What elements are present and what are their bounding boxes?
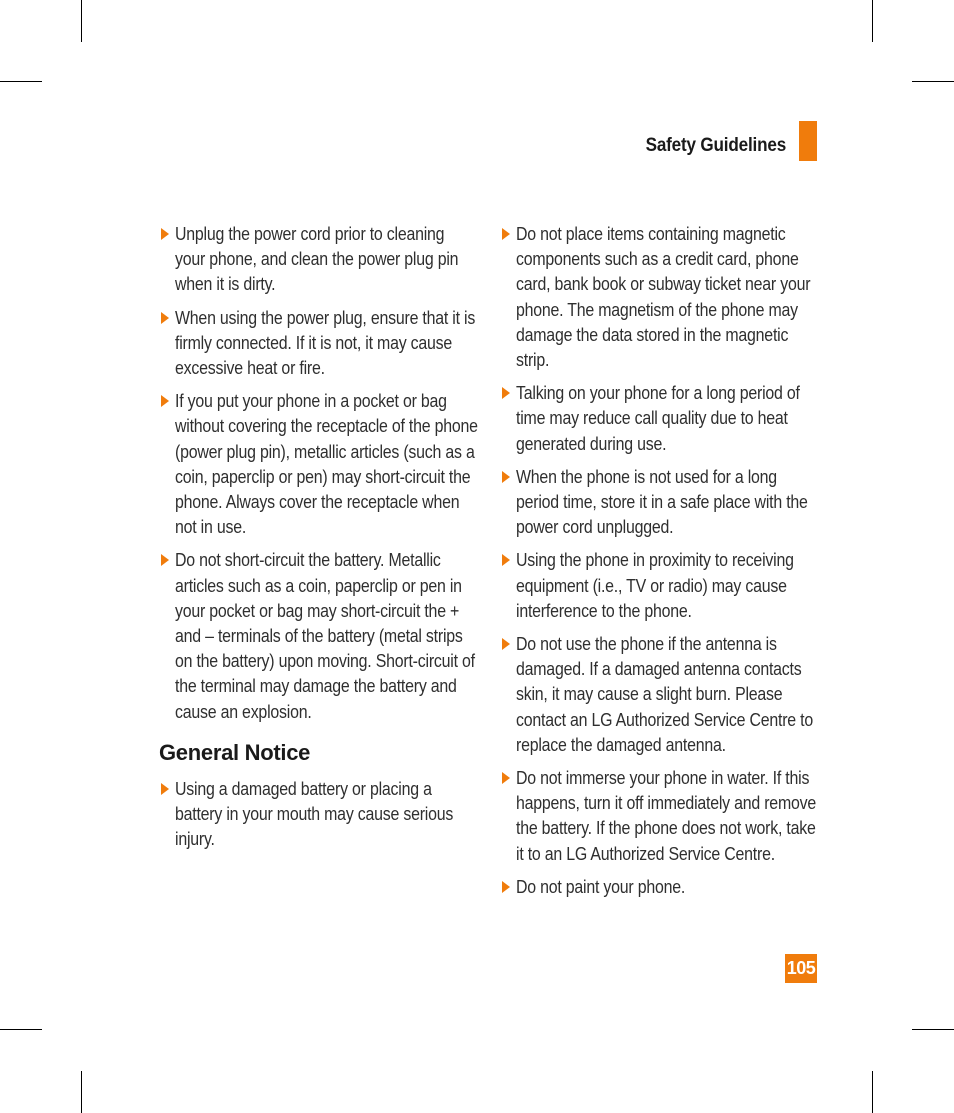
left-column — [159, 221, 479, 859]
bullet-arrow-icon — [502, 772, 510, 784]
crop-mark — [0, 1029, 42, 1030]
bullet-arrow-icon — [502, 881, 510, 893]
list-item: Do not paint your phone. — [500, 874, 824, 899]
page-number: 105 — [785, 954, 817, 983]
list-item: Using the phone in proximity to receiving equipment (i.e., TV or radio) may cause interference to the phone. — [500, 547, 824, 623]
crop-mark — [872, 1071, 873, 1113]
list-item: When using the power plug, ensure that it is firmly connected. If it is not, it may cause excessive heat or fire. — [159, 305, 479, 381]
list-item: Unplug the power cord prior to cleaning your phone, and clean the power plug pin when it is dirty. — [159, 221, 479, 297]
list-item: Do not immerse your phone in water. If this happens, turn it off immediately and remove the battery. If the phone does not work, take it to an LG Authorized Service Centre. — [500, 765, 824, 866]
list-item: Using a damaged battery or placing a battery in your mouth may cause serious injury. — [159, 776, 479, 852]
list-item: Do not place items containing magnetic components such as a credit card, phone card, bank book or subway ticket near your phone. The magnetism of the phone may damage the data stored in the magnetic strip. — [500, 221, 824, 372]
list-item: Do not short-circuit the battery. Metallic articles such as a coin, paperclip or pen in your pocket or bag may short-circuit the + and – terminals of the battery (metal strips on the battery) upon moving. Short-circuit of the terminal may damage the battery and cause an explosion. — [159, 547, 479, 723]
general-notice-heading: General Notice — [159, 739, 311, 765]
bullet-arrow-icon — [502, 554, 510, 566]
bullet-arrow-icon — [502, 471, 510, 483]
right-column — [500, 221, 824, 907]
list-item: Talking on your phone for a long period of time may reduce call quality due to heat generated during use. — [500, 380, 824, 456]
crop-mark — [912, 81, 954, 82]
list-item: If you put your phone in a pocket or bag without covering the receptacle of the phone (power plug pin), metallic articles (such as a coin, paperclip or pen) may short-circuit the phone. Always cover the receptacle when not in use. — [159, 388, 479, 539]
crop-mark — [81, 1071, 82, 1113]
bullet-arrow-icon — [161, 228, 169, 240]
section-tab-marker — [799, 121, 817, 161]
bullet-arrow-icon — [161, 395, 169, 407]
crop-mark — [912, 1029, 954, 1030]
list-item: When the phone is not used for a long period time, store it in a safe place with the power cord unplugged. — [500, 464, 824, 540]
crop-mark — [872, 0, 873, 42]
bullet-arrow-icon — [161, 554, 169, 566]
section-title: Safety Guidelines — [645, 135, 786, 156]
bullet-arrow-icon — [161, 783, 169, 795]
bullet-arrow-icon — [502, 387, 510, 399]
bullet-arrow-icon — [502, 228, 510, 240]
crop-mark — [81, 0, 82, 42]
crop-mark — [0, 81, 42, 82]
bullet-arrow-icon — [161, 312, 169, 324]
list-item: Do not use the phone if the antenna is damaged. If a damaged antenna contacts skin, it may cause a slight burn. Please contact an LG Authorized Service Centre to replace the damaged antenna. — [500, 631, 824, 757]
bullet-arrow-icon — [502, 638, 510, 650]
